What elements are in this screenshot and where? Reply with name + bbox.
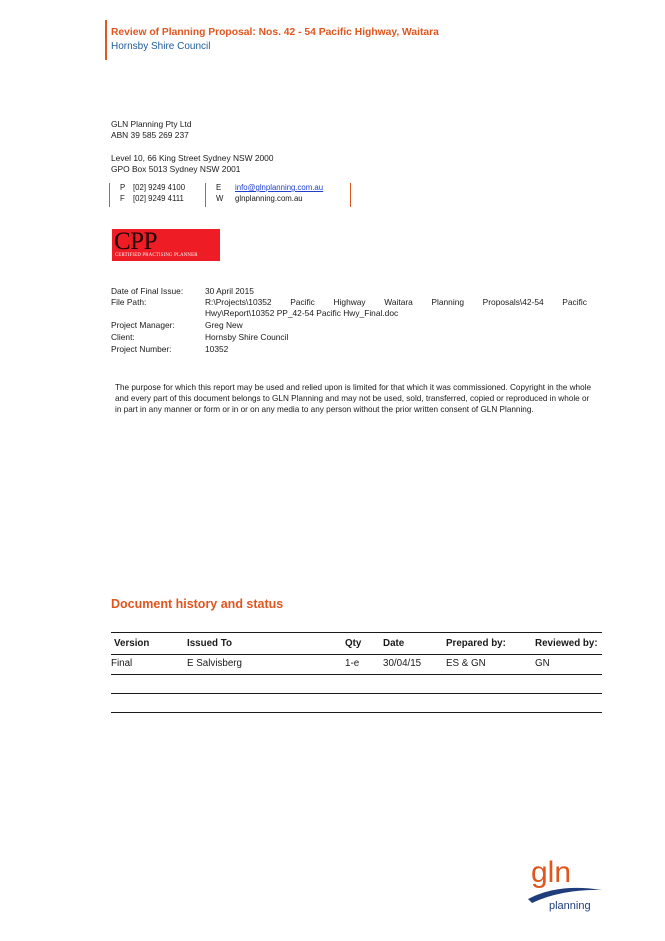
cell-prepared-by: ES & GN bbox=[446, 658, 486, 669]
table-header-rule bbox=[111, 654, 602, 655]
phone-label: P bbox=[120, 183, 126, 192]
table-row-rule bbox=[111, 674, 602, 675]
date-label: Date of Final Issue: bbox=[111, 286, 184, 296]
col-header-issued-to: Issued To bbox=[187, 638, 232, 649]
project-manager-label: Project Manager: bbox=[111, 320, 175, 330]
contact-divider-right bbox=[350, 183, 351, 207]
email-label: E bbox=[216, 183, 222, 192]
col-header-prepared-by: Prepared by: bbox=[446, 638, 506, 649]
table-row-rule bbox=[111, 712, 602, 713]
cpp-caption: CERTIFIED PRACTISING PLANNER bbox=[115, 253, 198, 258]
fax-label: F bbox=[120, 194, 125, 203]
cell-reviewed-by: GN bbox=[535, 658, 550, 669]
company-address-line2: GPO Box 5013 Sydney NSW 2001 bbox=[111, 164, 241, 174]
filepath-word: Highway bbox=[333, 297, 366, 307]
table-top-rule bbox=[111, 632, 602, 633]
filepath-word: Planning bbox=[431, 297, 465, 307]
contact-phone-fax bbox=[120, 182, 185, 209]
cell-date: 30/04/15 bbox=[383, 658, 422, 669]
col-header-version: Version bbox=[114, 638, 150, 649]
phone-number: [02] 9249 4100 bbox=[133, 183, 186, 192]
logo-sub-text: planning bbox=[549, 900, 591, 912]
header-accent-bar bbox=[105, 20, 107, 60]
contact-divider-left bbox=[109, 183, 110, 207]
cell-issued-to: E Salvisberg bbox=[187, 658, 242, 669]
contact-divider-middle bbox=[205, 183, 206, 207]
client-value: Hornsby Shire Council bbox=[205, 332, 289, 342]
company-name: GLN Planning Pty Ltd bbox=[111, 119, 192, 129]
cpp-letters: CPP bbox=[114, 229, 157, 255]
web-label: W bbox=[216, 194, 224, 203]
project-manager-value: Greg New bbox=[205, 320, 243, 330]
project-number-value: 10352 bbox=[205, 344, 229, 354]
filepath-line2: Hwy\Report\10352 PP_42-54 Pacific Hwy_Final.doc bbox=[205, 308, 399, 318]
table-row-rule bbox=[111, 693, 602, 694]
cpp-badge bbox=[112, 229, 220, 261]
date-value: 30 April 2015 bbox=[205, 286, 254, 296]
filepath-word: Waitara bbox=[384, 297, 413, 307]
col-header-qty: Qty bbox=[345, 638, 362, 649]
col-header-reviewed-by: Reviewed by: bbox=[535, 638, 598, 649]
gln-logo-graphic bbox=[526, 852, 606, 916]
filepath-line1 bbox=[205, 297, 587, 307]
gln-planning-logo bbox=[526, 852, 606, 916]
document-subtitle: Hornsby Shire Council bbox=[111, 41, 211, 52]
history-section-title: Document history and status bbox=[111, 597, 284, 611]
company-abn: ABN 39 585 269 237 bbox=[111, 130, 189, 140]
filepath-word: Proposals\42-54 bbox=[482, 297, 544, 307]
logo-main-text: gln bbox=[531, 856, 572, 889]
contact-email-web bbox=[216, 182, 323, 209]
company-address-line1: Level 10, 66 King Street Sydney NSW 2000 bbox=[111, 153, 274, 163]
fax-number: [02] 9249 4111 bbox=[133, 194, 184, 203]
filepath-word: R:\Projects\10352 bbox=[205, 297, 272, 307]
cell-qty: 1-e bbox=[345, 658, 360, 669]
document-title: Review of Planning Proposal: Nos. 42 - 54 Pacific Highway, Waitara bbox=[111, 27, 439, 38]
filepath-word: Pacific bbox=[562, 297, 587, 307]
client-label: Client: bbox=[111, 332, 135, 342]
cell-version: Final bbox=[111, 658, 133, 669]
col-header-date: Date bbox=[383, 638, 405, 649]
project-number-label: Project Number: bbox=[111, 344, 172, 354]
filepath-word: Pacific bbox=[290, 297, 315, 307]
email-link[interactable]: info@glnplanning.com.au bbox=[235, 183, 324, 192]
filepath-label: File Path: bbox=[111, 297, 147, 307]
web-address: glnplanning.com.au bbox=[235, 194, 303, 203]
copyright-disclaimer: The purpose for which this report may be used and relied upon is limited for that which it was commissioned. Copyright in the whole and every part of this document belongs to GLN Planning and may not be used, sold, transferred, copied or reproduced in whole or in part in any manner or form or in or on any media to any person without the prior written consent of GLN Planning. bbox=[115, 383, 592, 414]
